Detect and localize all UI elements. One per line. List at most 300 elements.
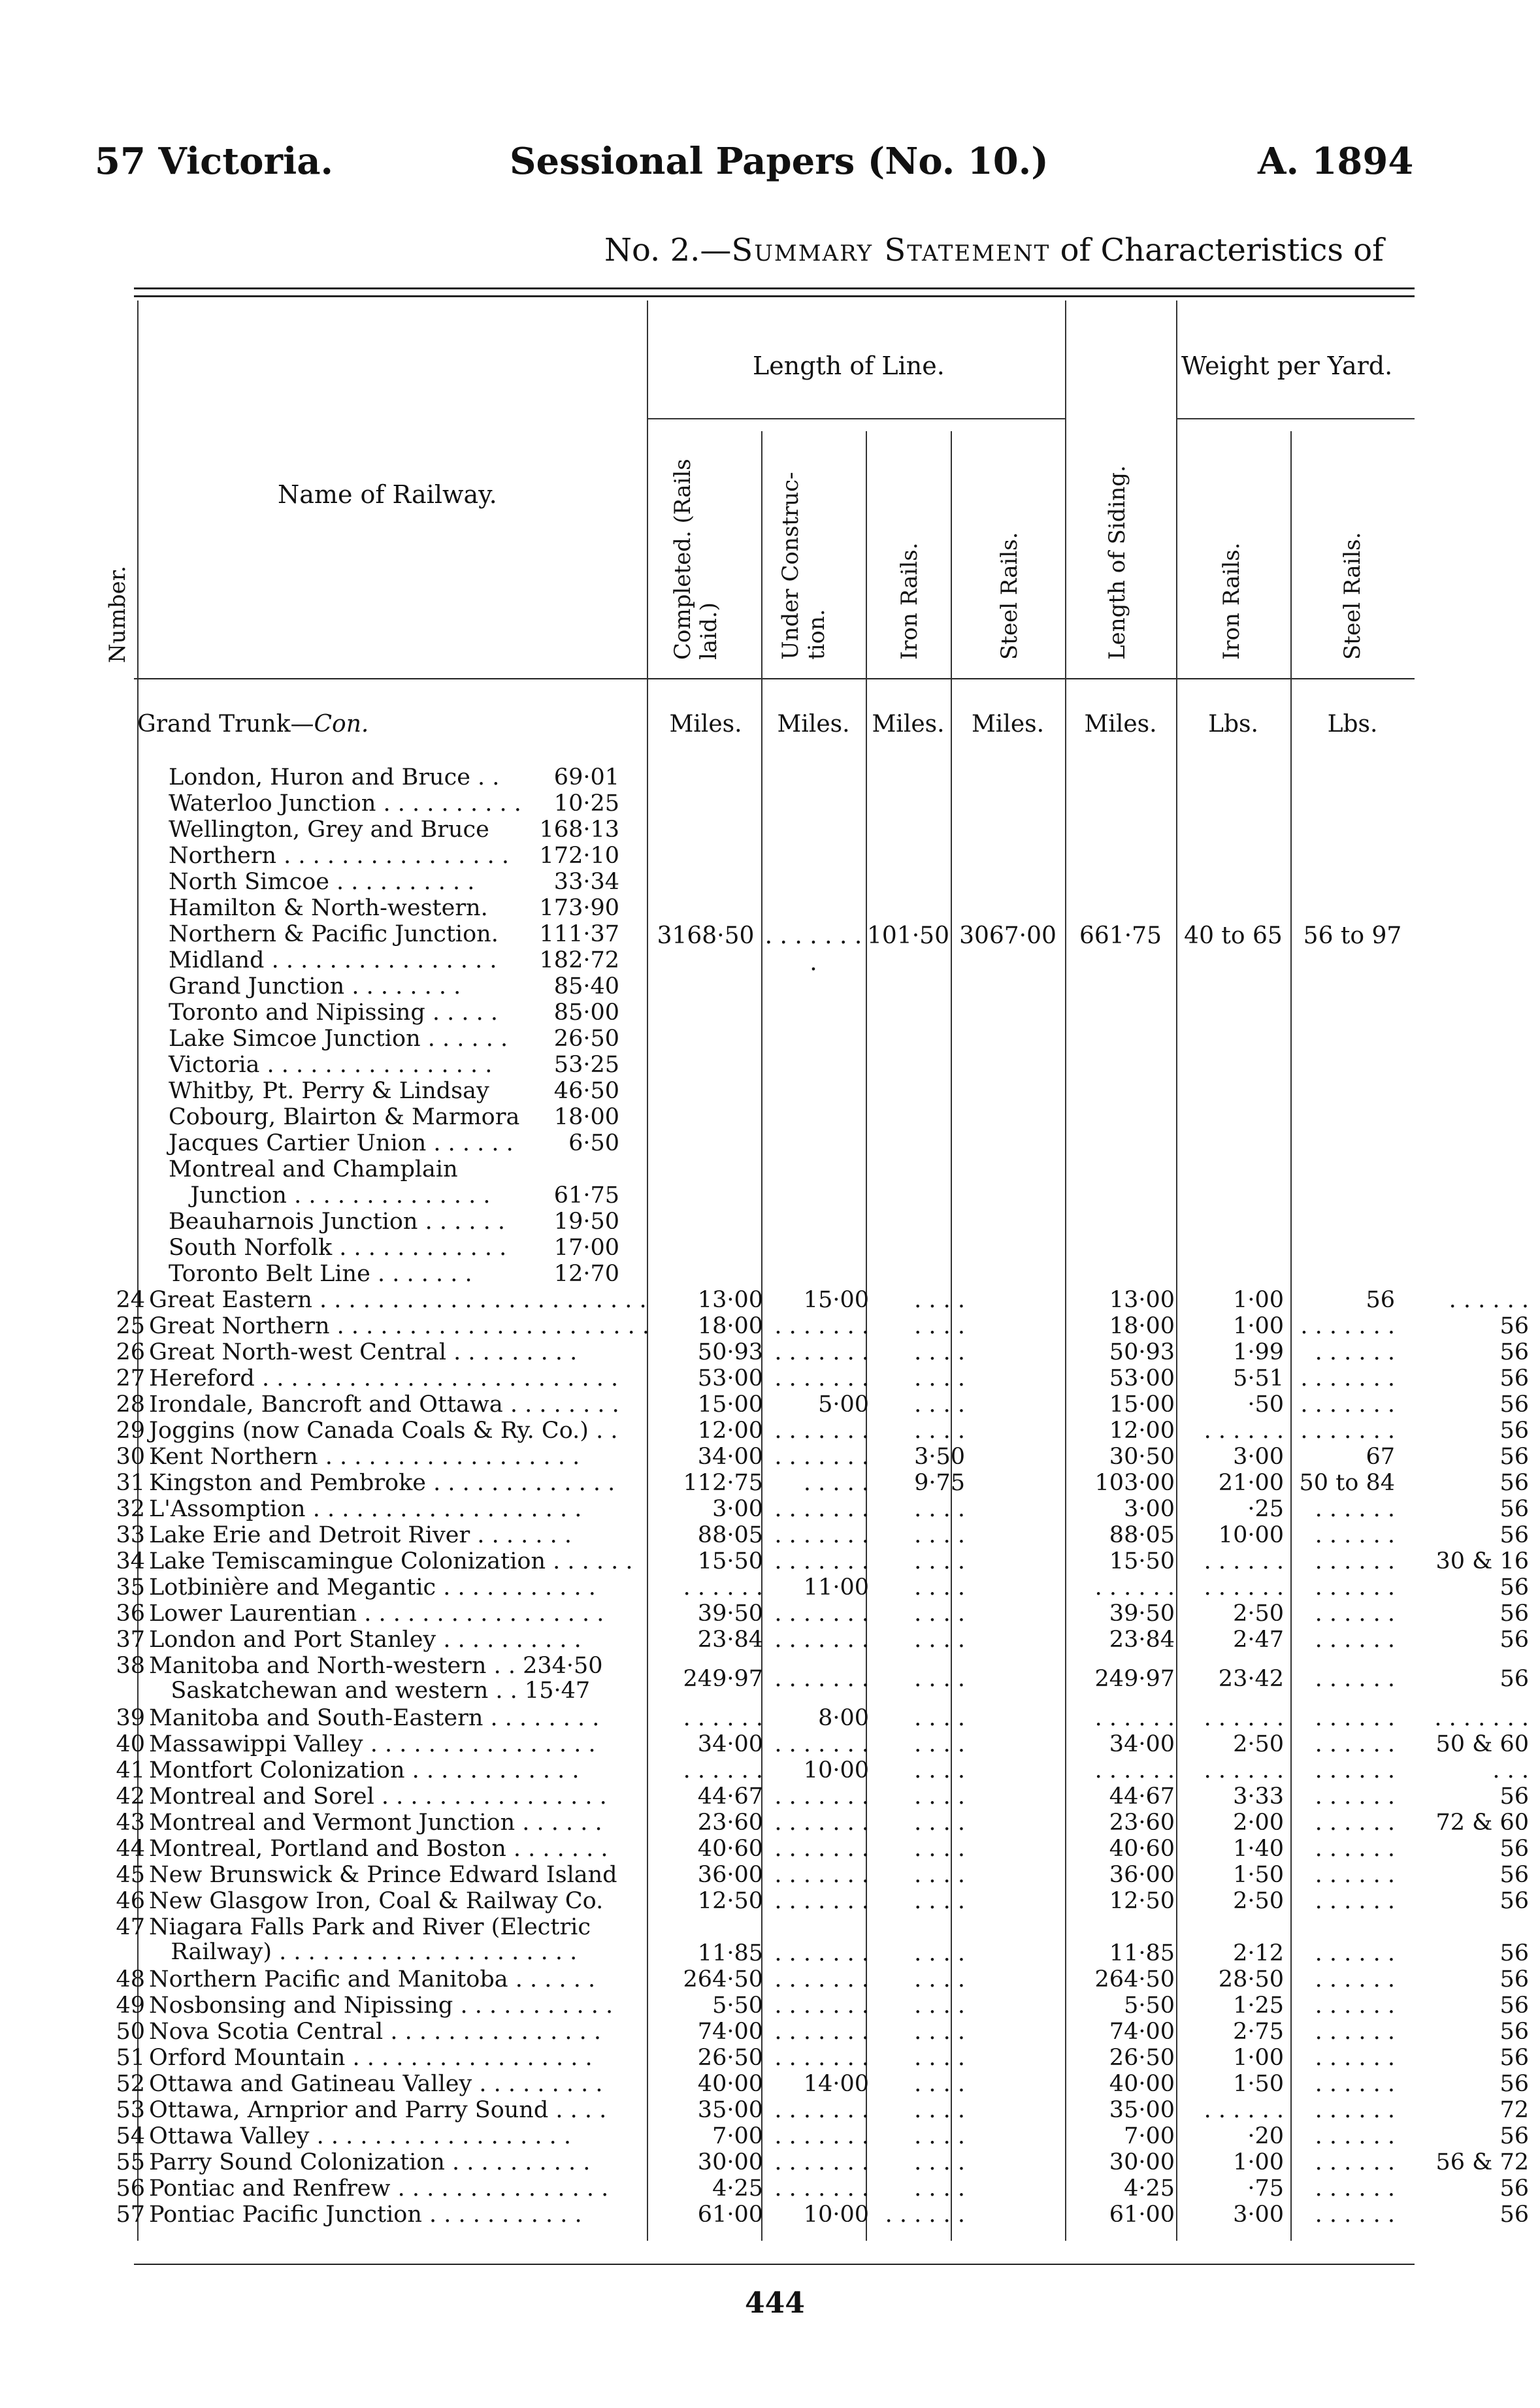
table-row (111, 2097, 1529, 2123)
row-w-iron: . . . . . . (1315, 1496, 1395, 1522)
subdivision-name: Toronto Belt Line . . . . . . . (169, 1261, 472, 1287)
row-name: Manitoba and North-western . . 234·50 (149, 1653, 603, 1679)
row-name: Great Northern . . . . . . . . . . . . . . . . . . . . . . (149, 1313, 650, 1339)
unit-w-steel: Lbs. (1327, 711, 1378, 738)
row-number: 48 (116, 1966, 145, 1993)
col-group-length: Length of Line. (753, 351, 945, 380)
row-number: 49 (116, 1993, 145, 2019)
row-w-steel: 56 (1499, 2019, 1529, 2045)
unit-siding: Miles. (1084, 711, 1157, 738)
row-steel: 40·60 (1109, 1836, 1175, 1862)
row-w-iron: . . . . . . (1315, 2123, 1395, 2149)
row-siding: ·20 (1247, 2123, 1284, 2149)
row-w-iron: . . . . . . (1315, 1810, 1395, 1836)
row-name-continued: Railway) . . . . . . . . . . . . . . . . . . . . . (149, 1939, 578, 1965)
subdivision-row (169, 1261, 619, 1287)
table-row (111, 1470, 1529, 1496)
subdivision-row (169, 1078, 619, 1104)
row-number: 44 (116, 1836, 145, 1862)
row-name: Montreal and Vermont Junction . . . . . . (149, 1810, 602, 1836)
row-name: Lake Erie and Detroit River . . . . . . . (149, 1522, 572, 1548)
row-name: Kingston and Pembroke . . . . . . . . . . . . . (149, 1470, 615, 1496)
subdivision-miles: 182·72 (539, 947, 619, 973)
row-steel: 15·00 (1109, 1391, 1175, 1418)
row-number: 56 (116, 2175, 145, 2202)
row-name: New Brunswick & Prince Edward Island (149, 1862, 617, 1888)
row-completed: 53·00 (697, 1365, 763, 1391)
row-w-steel: 56 (1499, 1601, 1529, 1627)
row-under: . . . . . . . (774, 1666, 869, 1692)
table-row (111, 1731, 1529, 1757)
row-name: Ottawa and Gatineau Valley . . . . . . . . . (149, 2071, 603, 2097)
row-siding: ·50 (1247, 1391, 1284, 1418)
row-completed: . . . . . . (683, 1705, 763, 1731)
row-steel: 35·00 (1109, 2097, 1175, 2123)
row-number: 34 (116, 1548, 145, 1574)
table-row (111, 1391, 1529, 1418)
row-steel: 12·50 (1109, 1888, 1175, 1914)
subdivision-name: North Simcoe . . . . . . . . . . (169, 869, 475, 895)
subdivision-name: Grand Junction . . . . . . . . (169, 973, 461, 1000)
row-under: . . . . . . . (774, 1444, 869, 1470)
row-iron: . . . . (914, 1522, 965, 1548)
subdivision-row (169, 1052, 619, 1078)
row-w-steel: 56 (1499, 1993, 1529, 2019)
row-siding: 10·00 (1218, 1522, 1284, 1548)
row-w-iron: . . . . . . (1315, 2097, 1395, 2123)
row-steel: 39·50 (1109, 1601, 1175, 1627)
table-row (111, 2202, 1529, 2228)
row-steel: . . . . . . (1094, 1705, 1175, 1731)
table-row (111, 1574, 1529, 1601)
row-steel: 3·00 (1124, 1496, 1175, 1522)
row-iron: . . . . (914, 1287, 965, 1313)
row-siding: 2·47 (1233, 1627, 1284, 1653)
subdivision-miles: 69·01 (553, 764, 619, 790)
col-header-steel: Steel Rails. (996, 532, 1023, 660)
subdivision-name: Midland . . . . . . . . . . . . . . . . (169, 947, 497, 973)
col-header-number: Number. (105, 565, 131, 663)
table-row (111, 1966, 1529, 1993)
row-name: Montfort Colonization . . . . . . . . . . . . (149, 1757, 580, 1783)
row-iron: . . . . (914, 1496, 965, 1522)
header-right: A. 1894 (1258, 140, 1414, 183)
row-name: Great Eastern . . . . . . . . . . . . . . . . . . . . . . . (149, 1287, 647, 1313)
subdivision-row (169, 1000, 619, 1026)
table-row (111, 1601, 1529, 1627)
row-siding: 1·00 (1233, 1287, 1284, 1313)
row-iron: . . . . (914, 1783, 965, 1810)
subtitle-suffix: of Characteristics of (1050, 232, 1384, 268)
table-row (111, 1627, 1529, 1653)
row-w-iron: . . . . . . (1315, 1940, 1395, 1966)
subdivision-name: Cobourg, Blairton & Marmora (169, 1104, 520, 1130)
row-w-steel: 72 (1499, 2097, 1529, 2123)
header-left: 57 Victoria. (95, 140, 334, 183)
gt-under: . . . . . . . . (764, 922, 862, 976)
row-steel: 44·67 (1109, 1783, 1175, 1810)
row-name: Niagara Falls Park and River (Electric (149, 1914, 591, 1940)
row-name: Kent Northern . . . . . . . . . . . . . . . . . . (149, 1444, 580, 1470)
row-number: 37 (116, 1627, 145, 1653)
table-row (111, 1444, 1529, 1470)
row-w-iron: 67 (1366, 1444, 1395, 1470)
row-number: 47 (116, 1914, 145, 1940)
row-iron: . . . . (914, 1313, 965, 1339)
row-number: 25 (116, 1313, 145, 1339)
row-w-iron: . . . . . . (1315, 1836, 1395, 1862)
row-number: 28 (116, 1391, 145, 1418)
row-w-iron: . . . . . . (1315, 1601, 1395, 1627)
row-name: Joggins (now Canada Coals & Ry. Co.) . . (149, 1418, 618, 1444)
subdivision-name: Whitby, Pt. Perry & Lindsay (169, 1078, 489, 1104)
subdivision-row (169, 947, 619, 973)
row-number: 33 (116, 1522, 145, 1548)
subdivision-miles: 10·25 (553, 790, 619, 817)
row-siding: 2·00 (1233, 1810, 1284, 1836)
row-under: . . . . . . . (774, 1888, 869, 1914)
subdivision-row (169, 1182, 619, 1209)
row-w-steel: 56 (1499, 1470, 1529, 1496)
row-iron: . . . . (914, 1339, 965, 1365)
unit-under: Miles. (777, 711, 850, 738)
row-under: . . . . . (803, 1470, 869, 1496)
row-under: . . . . . . . (774, 1548, 869, 1574)
subdivision-miles: 19·50 (553, 1209, 619, 1235)
subdivision-name: Hamilton & North-western. (169, 895, 488, 921)
subdivision-row (169, 869, 619, 895)
table-row (111, 1418, 1529, 1444)
row-w-iron: . . . . . . (1315, 1783, 1395, 1810)
row-under: . . . . . . . (774, 1810, 869, 1836)
row-steel: 5·50 (1124, 1993, 1175, 2019)
row-siding: . . . . . . (1204, 2097, 1284, 2123)
row-under: 10·00 (803, 2202, 869, 2228)
top-rule-2 (134, 295, 1415, 297)
row-w-iron: . . . . . . (1315, 1966, 1395, 1993)
row-siding: 28·50 (1218, 1966, 1284, 1993)
row-name: L'Assomption . . . . . . . . . . . . . . . . . . . (149, 1496, 582, 1522)
row-number: 35 (116, 1574, 145, 1601)
row-completed: 264·50 (683, 1966, 763, 1993)
page-number: 444 (745, 2286, 805, 2320)
row-name: Nova Scotia Central . . . . . . . . . . . . . . . (149, 2019, 602, 2045)
row-siding: 3·33 (1233, 1783, 1284, 1810)
row-w-steel: 56 (1499, 2175, 1529, 2202)
row-completed: 13·00 (697, 1287, 763, 1313)
subdivision-row (169, 1209, 619, 1235)
table-row (111, 1888, 1529, 1914)
row-w-steel: 50 & 60 (1435, 1731, 1529, 1757)
row-number: 36 (116, 1601, 145, 1627)
row-w-steel: . . . . . . (1449, 1287, 1529, 1313)
top-rule (134, 287, 1415, 289)
row-steel: 264·50 (1094, 1966, 1175, 1993)
row-completed: 249·97 (683, 1666, 763, 1692)
row-number: 46 (116, 1888, 145, 1914)
row-completed: 112·75 (683, 1470, 763, 1496)
subdivision-miles: 33·34 (553, 869, 619, 895)
table-row (111, 1783, 1529, 1810)
row-steel: . . . . . . (1094, 1574, 1175, 1601)
row-completed: 40·60 (697, 1836, 763, 1862)
subdivision-miles: 168·13 (539, 817, 619, 843)
gt-completed: 3168·50 (657, 922, 755, 949)
row-siding: . . . . . . (1204, 1574, 1284, 1601)
col-header-name: Name of Railway. (278, 480, 497, 509)
row-iron: . . . . (914, 1862, 965, 1888)
row-number: 40 (116, 1731, 145, 1757)
bottom-rule (134, 2264, 1415, 2265)
row-completed: 23·60 (697, 1810, 763, 1836)
row-completed: 18·00 (697, 1313, 763, 1339)
table-row (111, 2071, 1529, 2097)
subdivision-miles: 111·37 (539, 921, 619, 947)
grand-trunk-text: Grand Trunk— (137, 711, 314, 738)
row-name: Massawippi Valley . . . . . . . . . . . . . . . . (149, 1731, 596, 1757)
row-siding: 2·50 (1233, 1731, 1284, 1757)
row-steel: 23·60 (1109, 1810, 1175, 1836)
row-name: London and Port Stanley . . . . . . . . . . (149, 1627, 582, 1653)
row-w-steel: 56 (1499, 2071, 1529, 2097)
row-w-iron: . . . . . . (1315, 1574, 1395, 1601)
row-siding: 21·00 (1218, 1470, 1284, 1496)
row-under: . . . . . . . (774, 1496, 869, 1522)
row-name: Pontiac and Renfrew . . . . . . . . . . . . . . . (149, 2175, 609, 2202)
row-w-iron: . . . . . . . (1300, 1313, 1395, 1339)
subdivision-miles: 26·50 (553, 1026, 619, 1052)
row-siding: 1·50 (1233, 2071, 1284, 2097)
row-completed: 30·00 (697, 2149, 763, 2175)
row-w-iron: . . . . . . (1315, 1888, 1395, 1914)
row-w-steel: 56 (1499, 1862, 1529, 1888)
subdivision-miles: 6·50 (568, 1130, 619, 1156)
subdivision-name: London, Huron and Bruce . . (169, 764, 500, 790)
row-under: 5·00 (818, 1391, 869, 1418)
col-group-weight: Weight per Yard. (1181, 351, 1393, 380)
subdivision-name: Toronto and Nipissing . . . . . (169, 1000, 498, 1026)
row-under: . . . . . . . (774, 1783, 869, 1810)
row-w-steel: 56 (1499, 2202, 1529, 2228)
row-completed: 26·50 (697, 2045, 763, 2071)
row-number: 38 (116, 1653, 145, 1679)
row-steel: . . . . . . (1094, 1757, 1175, 1783)
row-name: Nosbonsing and Nipissing . . . . . . . . . . . (149, 1993, 614, 2019)
row-w-iron: . . . . . . (1315, 1993, 1395, 2019)
table-row (111, 1914, 1529, 1966)
row-number: 32 (116, 1496, 145, 1522)
row-steel: 40·00 (1109, 2071, 1175, 2097)
row-under: . . . . . . . (774, 2045, 869, 2071)
row-w-steel: 56 & 72 (1435, 2149, 1529, 2175)
row-iron: . . . . (914, 2019, 965, 2045)
row-w-iron: . . . . . . (1315, 1666, 1395, 1692)
row-iron: . . . . (914, 1666, 965, 1692)
subdivision-miles: 12·70 (553, 1261, 619, 1287)
row-number: 54 (116, 2123, 145, 2149)
row-under: . . . . . . . (774, 1627, 869, 1653)
subdivision-name: South Norfolk . . . . . . . . . . . . (169, 1235, 507, 1261)
table-row (111, 1862, 1529, 1888)
row-siding: 1·50 (1233, 1862, 1284, 1888)
subdivision-name: Northern . . . . . . . . . . . . . . . . (169, 843, 510, 869)
row-w-iron: . . . . . . (1315, 1548, 1395, 1574)
row-name: Lotbinière and Megantic . . . . . . . . . . . (149, 1574, 596, 1601)
table-row (111, 1313, 1529, 1339)
subdivision-row (169, 817, 619, 843)
row-w-steel: 30 & 16 (1435, 1548, 1529, 1574)
row-w-steel: 56 (1499, 2045, 1529, 2071)
row-completed: 44·67 (697, 1783, 763, 1810)
row-iron: . . . . (914, 2045, 965, 2071)
subdivision-miles: 53·25 (553, 1052, 619, 1078)
row-w-steel: 56 (1499, 1496, 1529, 1522)
gt-steel: 3067·00 (959, 922, 1057, 949)
row-steel: 26·50 (1109, 2045, 1175, 2071)
row-w-iron: . . . . . . (1315, 2149, 1395, 2175)
row-w-steel: 56 (1499, 1627, 1529, 1653)
row-completed: . . . . . . (683, 1757, 763, 1783)
row-siding: 3·00 (1233, 1444, 1284, 1470)
row-number: 45 (116, 1862, 145, 1888)
subdivision-row (169, 1130, 619, 1156)
row-completed: 36·00 (697, 1862, 763, 1888)
row-steel: 4·25 (1124, 2175, 1175, 2202)
row-under: 10·00 (803, 1757, 869, 1783)
col-header-iron: Iron Rails. (896, 542, 923, 660)
subdivision-name: Lake Simcoe Junction . . . . . . (169, 1026, 508, 1052)
row-name: Ottawa Valley . . . . . . . . . . . . . . . . . . (149, 2123, 571, 2149)
row-w-iron: . . . . . . . (1300, 1365, 1395, 1391)
row-iron: . . . . (914, 1601, 965, 1627)
row-iron: . . . . (914, 2097, 965, 2123)
row-iron: . . . . (914, 1810, 965, 1836)
table-row (111, 1496, 1529, 1522)
subdivision-name: Beauharnois Junction . . . . . . (169, 1209, 505, 1235)
row-w-steel: 56 (1499, 1966, 1529, 1993)
row-w-iron: . . . . . . (1315, 1862, 1395, 1888)
row-w-iron: . . . . . . . (1300, 1418, 1395, 1444)
row-under: 8·00 (818, 1705, 869, 1731)
subdivision-name: Northern & Pacific Junction. (169, 921, 499, 947)
row-w-steel: 56 (1499, 1940, 1529, 1966)
row-w-iron: . . . . . . (1315, 2175, 1395, 2202)
row-completed: 61·00 (697, 2202, 763, 2228)
row-completed: 35·00 (697, 2097, 763, 2123)
subdivision-row (169, 1026, 619, 1052)
row-number: 50 (116, 2019, 145, 2045)
subdivision-name: Junction . . . . . . . . . . . . . . (169, 1182, 491, 1209)
row-iron: . . . . (914, 1705, 965, 1731)
row-iron: . . . . (914, 1966, 965, 1993)
table-subtitle (604, 232, 1384, 268)
row-under: . . . . . . . (774, 1862, 869, 1888)
row-under: . . . . . . . (774, 1601, 869, 1627)
subdivision-miles: 85·40 (553, 973, 619, 1000)
row-siding: 2·12 (1233, 1940, 1284, 1966)
unit-w-iron: Lbs. (1208, 711, 1258, 738)
row-w-steel: 56 (1499, 1522, 1529, 1548)
row-completed: 23·84 (697, 1627, 763, 1653)
table-row (111, 1653, 1529, 1705)
col-header-completed: Completed. (Rails laid.) (670, 459, 722, 660)
row-name: Lower Laurentian . . . . . . . . . . . . . . . . . (149, 1601, 604, 1627)
group-rule (1176, 418, 1415, 419)
row-completed: 15·00 (697, 1391, 763, 1418)
row-number: 30 (116, 1444, 145, 1470)
header-center: Sessional Papers (No. 10.) (510, 140, 1049, 183)
row-w-iron: . . . . . . (1315, 1731, 1395, 1757)
row-w-iron: 56 (1366, 1287, 1395, 1313)
row-steel: 103·00 (1094, 1470, 1175, 1496)
row-name: Great North-west Central . . . . . . . . . (149, 1339, 578, 1365)
row-siding: 1·25 (1233, 1993, 1284, 2019)
row-w-iron: . . . . . . (1315, 2202, 1395, 2228)
subdivision-name: Jacques Cartier Union . . . . . . (169, 1130, 514, 1156)
row-completed: 7·00 (712, 2123, 763, 2149)
row-siding: 1·99 (1233, 1339, 1284, 1365)
subdivision-miles: 172·10 (539, 843, 619, 869)
row-w-steel: 56 (1499, 1418, 1529, 1444)
row-under: . . . . . . . (774, 1313, 869, 1339)
subdivision-row (169, 843, 619, 869)
group-rule (647, 418, 1065, 419)
row-number: 42 (116, 1783, 145, 1810)
row-name: Montreal and Sorel . . . . . . . . . . . . . . . . (149, 1783, 607, 1810)
row-under: . . . . . . . (774, 1339, 869, 1365)
row-under: . . . . . . . (774, 2175, 869, 2202)
row-w-steel: 72 & 60 (1435, 1810, 1529, 1836)
row-iron: . . . . (914, 1757, 965, 1783)
row-number: 27 (116, 1365, 145, 1391)
row-completed: 15·50 (697, 1548, 763, 1574)
row-under: . . . . . . . (774, 2149, 869, 2175)
row-name: New Glasgow Iron, Coal & Railway Co. (149, 1888, 604, 1914)
subdivision-miles: 85·00 (553, 1000, 619, 1026)
row-siding: 5·51 (1233, 1365, 1284, 1391)
row-w-iron: . . . . . . (1315, 1757, 1395, 1783)
row-steel: 15·50 (1109, 1548, 1175, 1574)
row-steel: 30·50 (1109, 1444, 1175, 1470)
row-w-steel: 56 (1499, 1836, 1529, 1862)
subdivision-name: Montreal and Champlain (169, 1156, 458, 1182)
row-iron: . . . . (914, 1418, 965, 1444)
row-steel: 18·00 (1109, 1313, 1175, 1339)
row-steel: 61·00 (1109, 2202, 1175, 2228)
subdivision-row (169, 895, 619, 921)
row-number: 41 (116, 1757, 145, 1783)
row-name: Lake Temiscamingue Colonization . . . . . . (149, 1548, 633, 1574)
subdivision-row (169, 973, 619, 1000)
row-under: . . . . . . . (774, 2097, 869, 2123)
row-iron: . . . . (914, 1627, 965, 1653)
row-name: Parry Sound Colonization . . . . . . . . . . (149, 2149, 591, 2175)
row-number: 31 (116, 1470, 145, 1496)
row-siding: ·25 (1247, 1496, 1284, 1522)
row-number: 24 (116, 1287, 145, 1313)
row-iron: . . . . (914, 2175, 965, 2202)
table-row (111, 2019, 1529, 2045)
row-name: Northern Pacific and Manitoba . . . . . . (149, 1966, 596, 1993)
table-row (111, 2045, 1529, 2071)
subtitle-caps: Summary Statement (731, 232, 1051, 268)
row-w-steel: 56 (1499, 1783, 1529, 1810)
gt-w-steel: 56 to 97 (1303, 922, 1402, 949)
grand-trunk-label (137, 711, 369, 738)
row-w-iron: . . . . . . (1315, 1522, 1395, 1548)
table-row (111, 1365, 1529, 1391)
row-number: 57 (116, 2202, 145, 2228)
